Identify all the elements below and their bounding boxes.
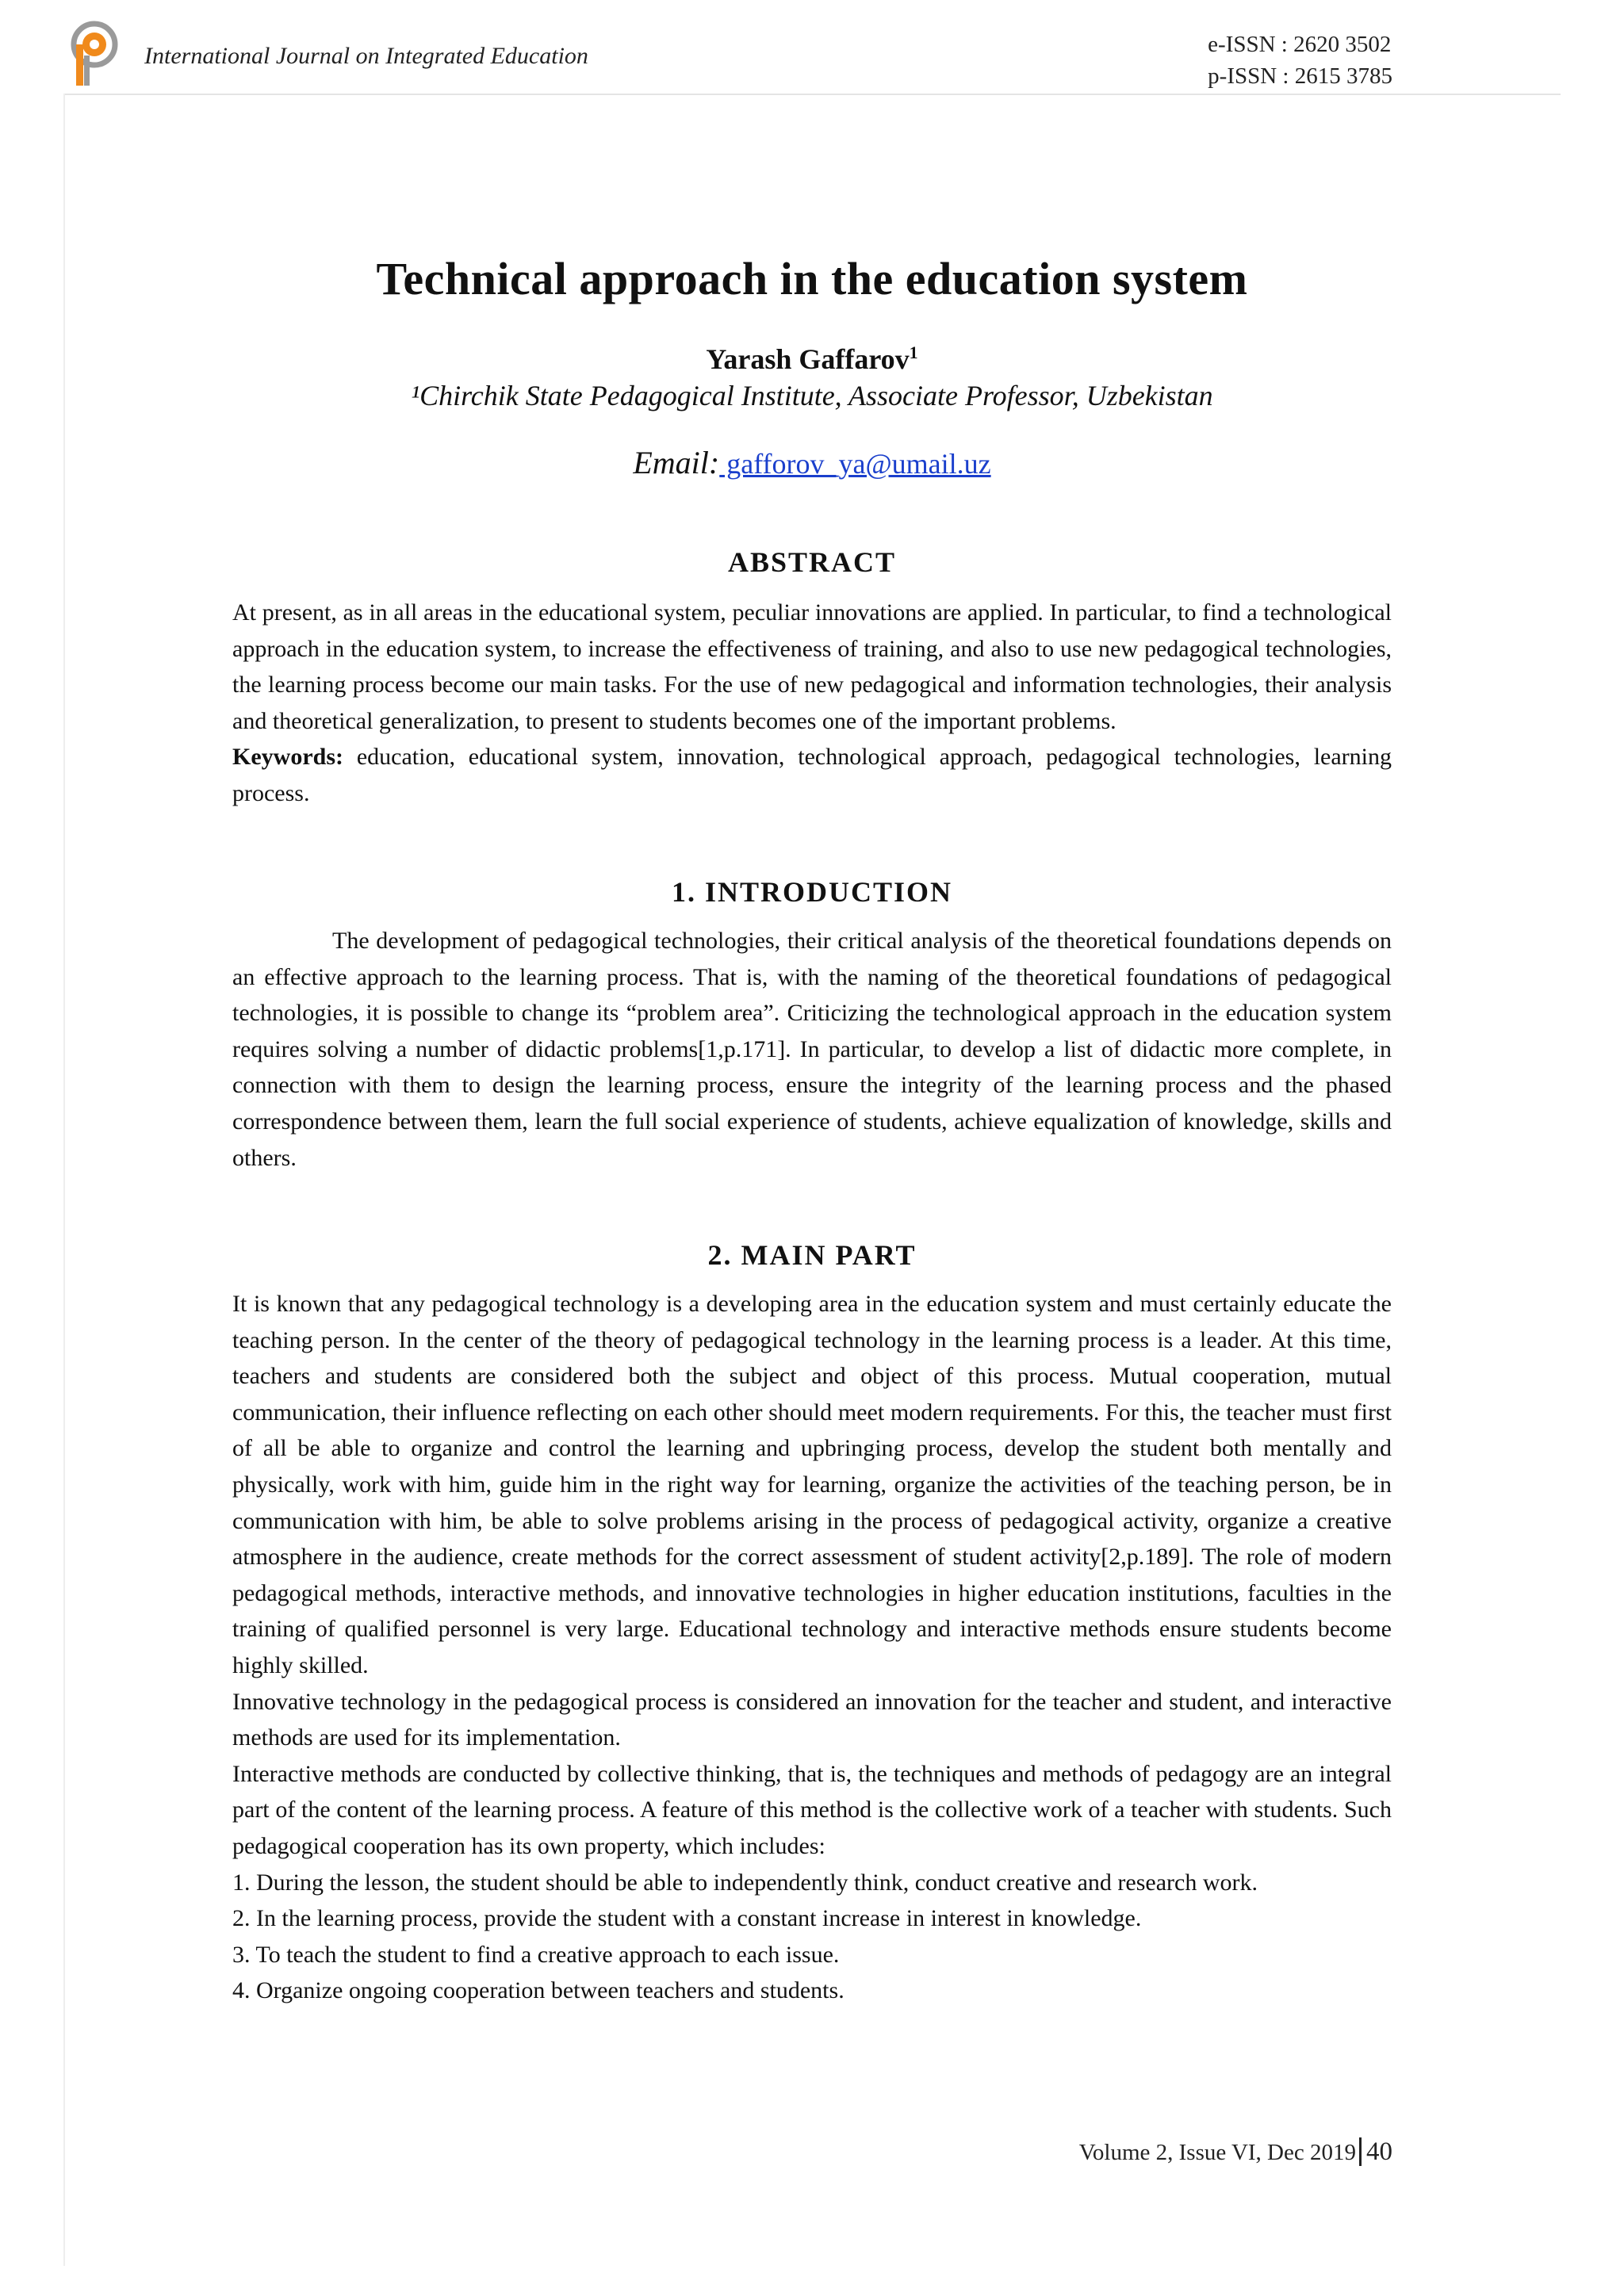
list-item: 1. During the lesson, the student should be able to independently think, conduct creative and research work. [232, 1869, 1258, 1896]
author-affiliation: ¹Chirchik State Pedagogical Institute, Associate Professor, Uzbekistan [411, 380, 1213, 411]
main-part-paragraph-1: It is known that any pedagogical technology is a developing area in the education system and must certainly educate the teaching person. In the center of the theory of pedagogical technology in the learning process is a leader. At this time, teachers and students are considered both the subject and object of this process. Mutual cooperation, mutual communication, their influence reflecting on each other should meet modern requirements. For this, the teacher must first of all be able to organize and control the learning and upbringing process, develop the student both mentally and physically, work with him, guide him in the right way for learning, organize the activities of the teaching person, be in communication with him, be able to solve problems arising in the process of pedagogical activity, organize a creative atmosphere in the audience, create methods for the correct assessment of student activity[2,p.189]. The role of modern pedagogical methods, interactive methods, and innovative technologies in higher education institutions, faculties in the training of qualified personnel is very large. Educational technology and interactive methods ensure students become highly skilled. [232, 1291, 1392, 1678]
introduction-text: The development of pedagogical technologies, their critical analysis of the theoretical foundations depends on an effective approach to the learning process. That is, with the naming of the theoretical foundations of pedagogical technologies, it is possible to change its “problem area”. Criticizing the technological approach in the education system requires solving a number of didactic problems[1,p.171]. In particular, to develop a list of didactic more complete, in connection with them to design the learning process, ensure the integrity of the learning process and the phased correspondence between them, learn the full social experience of students, achieve equalization of knowledge, skills and others. [232, 928, 1392, 1171]
abstract-body: At present, as in all areas in the educational system, peculiar innovations are applied. In particular, to find a technological approach in the education system, to increase the effectiveness of training, and also to use new pedagogical technologies, the learning process become our main tasks. For the use of new pedagogical and information technologies, their analysis and theoretical generalization, to present to students becomes one of the important problems. [232, 599, 1392, 734]
side-divider [63, 94, 65, 2266]
abstract-text [232, 595, 1392, 812]
email-line [232, 444, 1392, 481]
page-footer [1079, 2137, 1392, 2167]
main-part-paragraph-3: Interactive methods are conducted by collective thinking, that is, the techniques and methods of pedagogy are an integral part of the content of the learning process. A feature of this method is the collective work of a teacher with students. Such pedagogical cooperation has its own property, which includes: [232, 1760, 1392, 1859]
introduction-heading: 1. INTRODUCTION [671, 876, 953, 908]
list-item: 3. To teach the student to find a creative approach to each issue. [232, 1941, 840, 1968]
list-item: 2. In the learning process, provide the student with a constant increase in interest in knowledge. [232, 1905, 1142, 1932]
email-link[interactable]: gafforov_ya@umail.uz [719, 448, 991, 480]
author-name: Yarash Gaffarov [706, 343, 910, 375]
abstract-heading: ABSTRACT [727, 546, 897, 578]
keywords-label: Keywords: [232, 744, 343, 771]
keywords-list: education, educational system, innovation, technological approach, pedagogical technologies, learning process. [232, 744, 1392, 806]
issn-block [1208, 29, 1392, 92]
journal-logo-icon [67, 21, 122, 89]
main-part-paragraph-2: Innovative technology in the pedagogical process is considered an innovation for the teacher and student, and interactive methods are used for its implementation. [232, 1688, 1392, 1751]
list-item: 4. Organize ongoing cooperation between teachers and students. [232, 1977, 845, 2004]
journal-name: International Journal on Integrated Education [144, 43, 588, 69]
email-label: Email: [633, 445, 720, 480]
main-part-text [232, 1286, 1392, 2009]
article-title: Technical approach in the education system [376, 253, 1248, 304]
eissn: e-ISSN : 2620 3502 [1208, 32, 1392, 57]
main-part-heading: 2. MAIN PART [707, 1239, 917, 1271]
author-affiliation-mark: 1 [909, 342, 918, 362]
page-number: 40 [1359, 2137, 1392, 2166]
header-divider [63, 94, 1561, 95]
author-line [232, 342, 1392, 376]
volume-info: Volume 2, Issue VI, Dec 2019 [1078, 2140, 1356, 2165]
pissn: p-ISSN : 2615 3785 [1208, 63, 1392, 89]
